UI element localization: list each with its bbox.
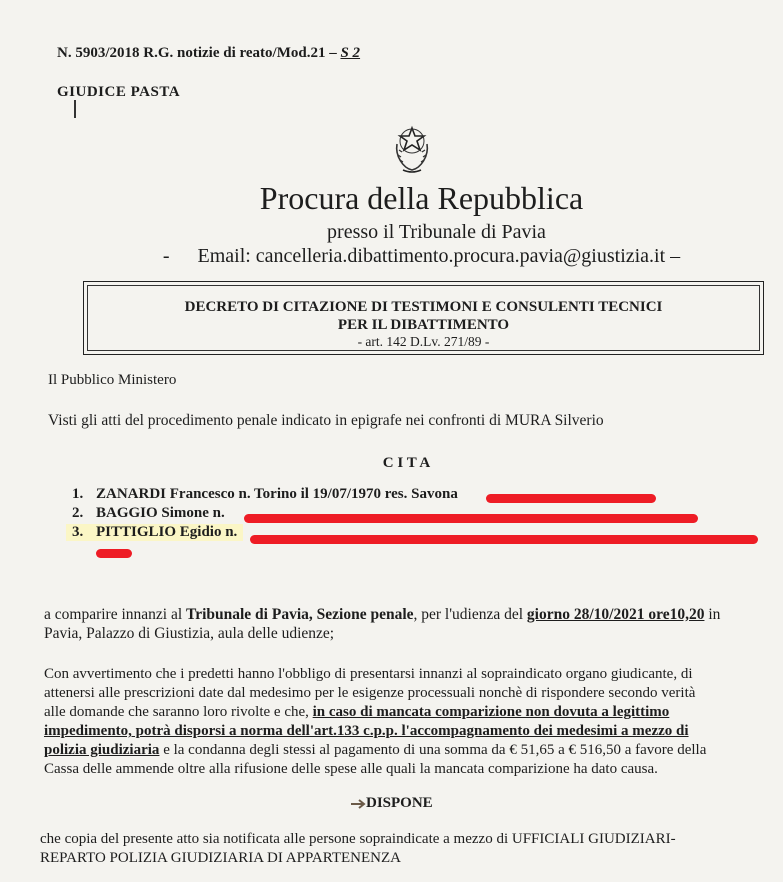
avvertimento-line3a: alle domande che saranno loro rivolte e che, — [44, 704, 313, 720]
witness-number: 1. — [72, 486, 84, 502]
email-dash-right: – — [670, 245, 681, 267]
dispone-heading: DISPONE — [366, 795, 433, 811]
court-name: Tribunale di Pavia, Sezione penale — [186, 606, 414, 623]
witness-number: 2. — [72, 505, 84, 521]
judge-name: GIUDICE PASTA — [57, 84, 181, 100]
redaction-3 — [250, 535, 758, 544]
email-dash-left: - — [162, 245, 170, 267]
avvertimento-paragraph — [44, 665, 769, 779]
final-line1: che copia del presente atto sia notificata alle persone sopraindicate a mezzo di UFFICIALI GIUDIZIARI- — [40, 831, 676, 847]
avvertimento-line4: impedimento, potrà disporsi a norma dell'art.133 c.p.p. l'accompagnamento dei medesimi a mezzo di — [44, 723, 689, 739]
witness-item-1 — [72, 486, 458, 503]
cita-heading: C I T A — [382, 455, 431, 471]
office-title: Procura della Repubblica — [259, 180, 584, 216]
redaction-4 — [96, 549, 132, 558]
case-reference — [57, 45, 360, 62]
redaction-1 — [486, 494, 656, 503]
witness-item-3 — [66, 524, 243, 541]
italian-republic-emblem-icon — [391, 124, 433, 176]
comparire-text-a: a comparire innanzi al — [44, 606, 187, 623]
witness-item-2 — [72, 505, 225, 522]
witness-number: 3. — [72, 524, 84, 540]
avvertimento-line1: Con avvertimento che i predetti hanno l'obbligo di presentarsi innanzi al sopraindicato organo giudicante, di — [44, 666, 693, 682]
comparire-line2: Pavia, Palazzo di Giustizia, aula delle udienze; — [44, 625, 335, 642]
pen-arrow-icon — [350, 799, 366, 809]
redaction-2 — [244, 514, 698, 523]
witness-text: PITTIGLIO Egidio n. — [96, 524, 238, 540]
pubblico-ministero: Il Pubblico Ministero — [48, 372, 177, 388]
avvertimento-line6: Cassa delle ammende oltre alla rifusione delle spese alle quali la mancata comparizione ha dato causa. — [44, 761, 658, 777]
decree-article: - art. 142 D.Lv. 271/89 - — [357, 334, 490, 349]
avvertimento-line2: attenersi alle prescrizioni date dal medesimo per le esigenze processuali nonchè di rispondere secondo verità — [44, 685, 696, 701]
office-email — [0, 245, 783, 268]
comparire-paragraph — [44, 605, 769, 643]
case-reference-text: N. 5903/2018 R.G. notizie di reato/Mod.21 – — [57, 45, 337, 61]
final-line2: REPARTO POLIZIA GIUDIZIARIA DI APPARTENENZA — [40, 850, 401, 866]
final-paragraph — [40, 830, 780, 868]
avvertimento-line3b: in caso di mancata comparizione non dovuta a legittimo — [312, 704, 670, 720]
witness-text: ZANARDI Francesco n. Torino il 19/07/1970 res. Savona — [96, 486, 458, 502]
office-subtitle: presso il Tribunale di Pavia — [327, 221, 546, 243]
handwritten-mark: S 2 — [340, 45, 361, 61]
visti-paragraph: Visti gli atti del procedimento penale indicato in epigrafe nei confronti di MURA Silverio — [48, 412, 604, 429]
avvertimento-line5b: e la condanna degli stessi al pagamento di una somma da € 51,65 a € 516,50 a favore della — [159, 742, 707, 758]
decree-title-line1: DECRETO DI CITAZIONE DI TESTIMONI E CONSULENTI TECNICI — [184, 299, 663, 315]
avvertimento-line5a: polizia giudiziaria — [44, 742, 160, 758]
pen-mark — [74, 100, 76, 118]
comparire-text-e: in — [704, 606, 721, 623]
decree-title-line2: PER IL DIBATTIMENTO — [337, 317, 510, 333]
witness-text: BAGGIO Simone n. — [96, 505, 225, 521]
comparire-text-c: , per l'udienza del — [413, 606, 527, 623]
email-text: Email: cancelleria.dibattimento.procura.pavia@giustizia.it — [197, 245, 666, 267]
hearing-date: giorno 28/10/2021 ore10,20 — [526, 606, 705, 623]
